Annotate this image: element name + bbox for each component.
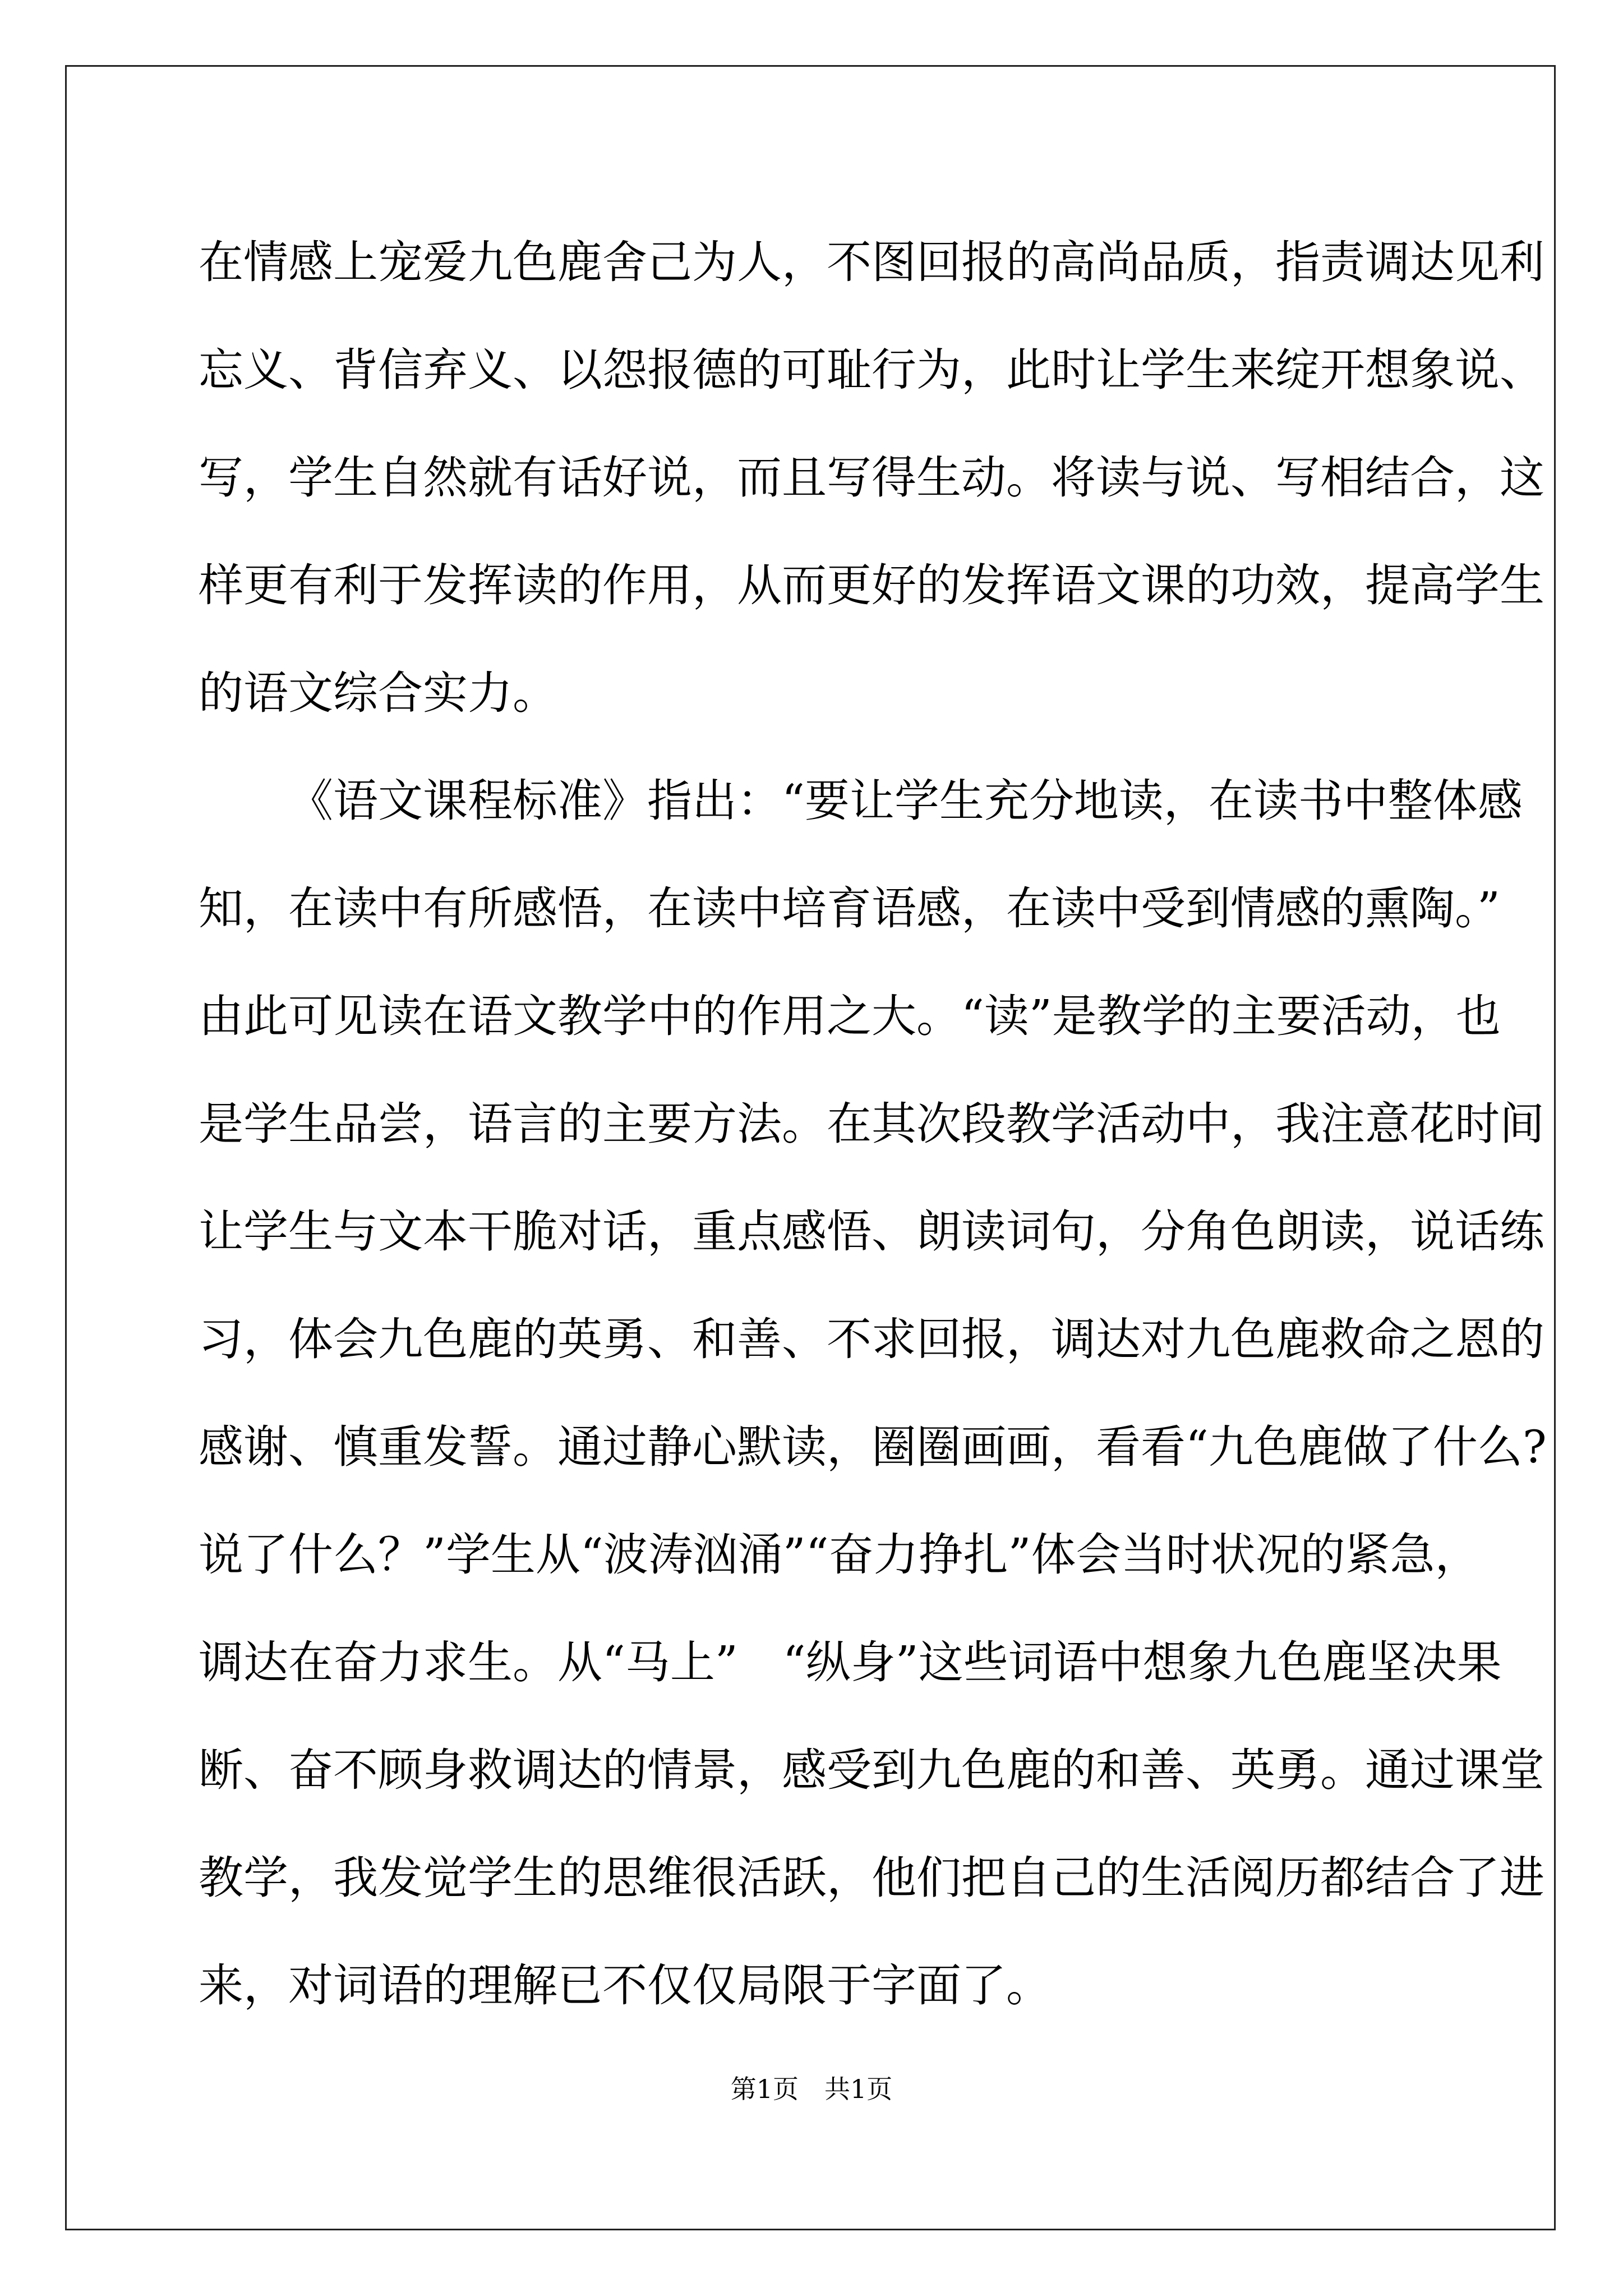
text-line: 写，学生自然就有话好说，而且写得生动。将读与说、写相结合，这 [199,452,1544,504]
text-line: 忘义、背信弃义、以怨报德的可耻行为，此时让学生来绽开想象说、 [199,344,1544,396]
text-line: 让学生与文本干脆对话，重点感悟、朗读词句，分角色朗读，说话练 [199,1205,1544,1258]
text-line: 知，在读中有所感悟，在读中培育语感，在读中受到情感的熏陶。” [199,882,1500,935]
text-line: 来，对词语的理解已不仅仅局限于字面了。 [199,1959,1051,2012]
text-line: 习，体会九色鹿的英勇、和善、不求回报，调达对九色鹿救命之恩的 [199,1313,1544,1365]
text-line: 是学生品尝，语言的主要方法。在其次段教学活动中，我注意花时间 [199,1098,1544,1150]
text-line: 教学，我发觉学生的思维很活跃，他们把自己的生活阅历都结合了进 [199,1852,1544,1904]
text-line: 的语文综合实力。 [199,667,557,719]
page-number-footer: 第1页 共1页 [730,2074,893,2104]
text-line: 感谢、慎重发誓。通过静心默读，圈圈画画，看看“九色鹿做了什么? [199,1421,1547,1473]
text-line: 调达在奋力求生。从“马上” “纵身”这些词语中想象九色鹿坚决果 [199,1636,1502,1688]
text-line: 断、奋不顾身救调达的情景，感受到九色鹿的和善、英勇。通过课堂 [199,1744,1544,1796]
text-line: 在情感上宠爱九色鹿舍己为人，不图回报的高尚品质，指责调达见利 [199,236,1544,288]
paragraph-start-line: 《语文课程标准》指出：“要让学生充分地读，在读书中整体感 [288,775,1523,827]
text-line: 由此可见读在语文教学中的作用之大。“读”是教学的主要活动，也 [199,990,1501,1042]
document-body [199,209,1547,2040]
text-line: 样更有利于发挥读的作用，从而更好的发挥语文课的功效，提高学生 [199,559,1544,611]
text-line: 说了什么？”学生从“波涛汹涌”“奋力挣扎”体会当时状况的紧急， [199,1529,1480,1581]
